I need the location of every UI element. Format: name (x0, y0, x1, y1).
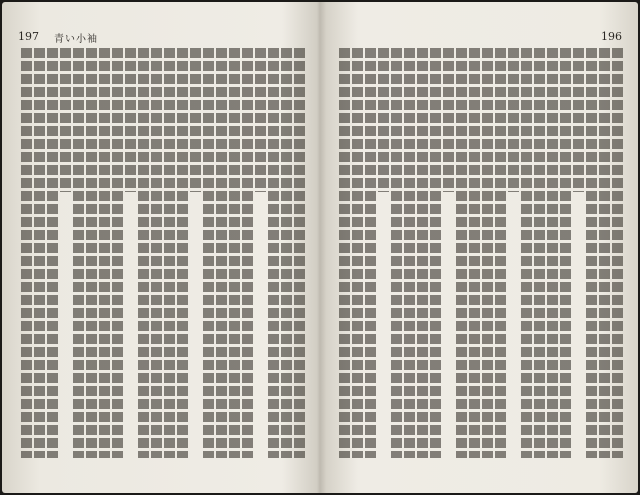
text-column (73, 48, 84, 458)
text-column (339, 48, 350, 458)
text-column (378, 48, 389, 192)
text-column (60, 48, 71, 192)
left-page-number: 197 (18, 30, 39, 43)
text-column (242, 48, 253, 458)
text-column (177, 48, 188, 458)
right-text-block (338, 48, 624, 458)
text-column (151, 48, 162, 458)
text-column (216, 48, 227, 458)
text-column (417, 48, 428, 458)
text-column (203, 48, 214, 458)
text-column (86, 48, 97, 458)
text-column (164, 48, 175, 458)
text-column (229, 48, 240, 458)
text-column (573, 48, 584, 192)
text-column (404, 48, 415, 458)
text-column (599, 48, 610, 458)
text-column (508, 48, 519, 192)
text-column (547, 48, 558, 458)
text-column (495, 48, 506, 458)
text-column (521, 48, 532, 458)
text-column (190, 48, 201, 192)
text-column (430, 48, 441, 458)
text-column (482, 48, 493, 458)
text-column (391, 48, 402, 458)
text-column (99, 48, 110, 458)
text-column (612, 48, 623, 458)
left-text-block (18, 48, 306, 458)
text-column (586, 48, 597, 458)
text-column (268, 48, 279, 458)
text-column (365, 48, 376, 458)
left-running-head: 青い小袖 (54, 34, 98, 45)
right-page-number: 196 (601, 30, 622, 43)
text-column (255, 48, 266, 192)
text-column (125, 48, 136, 192)
text-column (34, 48, 45, 458)
text-column (469, 48, 480, 458)
text-column (534, 48, 545, 458)
text-column (456, 48, 467, 458)
right-page (320, 2, 638, 493)
text-column (443, 48, 454, 192)
book-spread (2, 2, 638, 493)
text-column (294, 48, 305, 458)
text-column (21, 48, 32, 458)
text-column (281, 48, 292, 458)
left-page (2, 2, 320, 493)
text-column (352, 48, 363, 458)
text-column (138, 48, 149, 458)
text-column (112, 48, 123, 458)
text-column (560, 48, 571, 458)
text-column (47, 48, 58, 458)
